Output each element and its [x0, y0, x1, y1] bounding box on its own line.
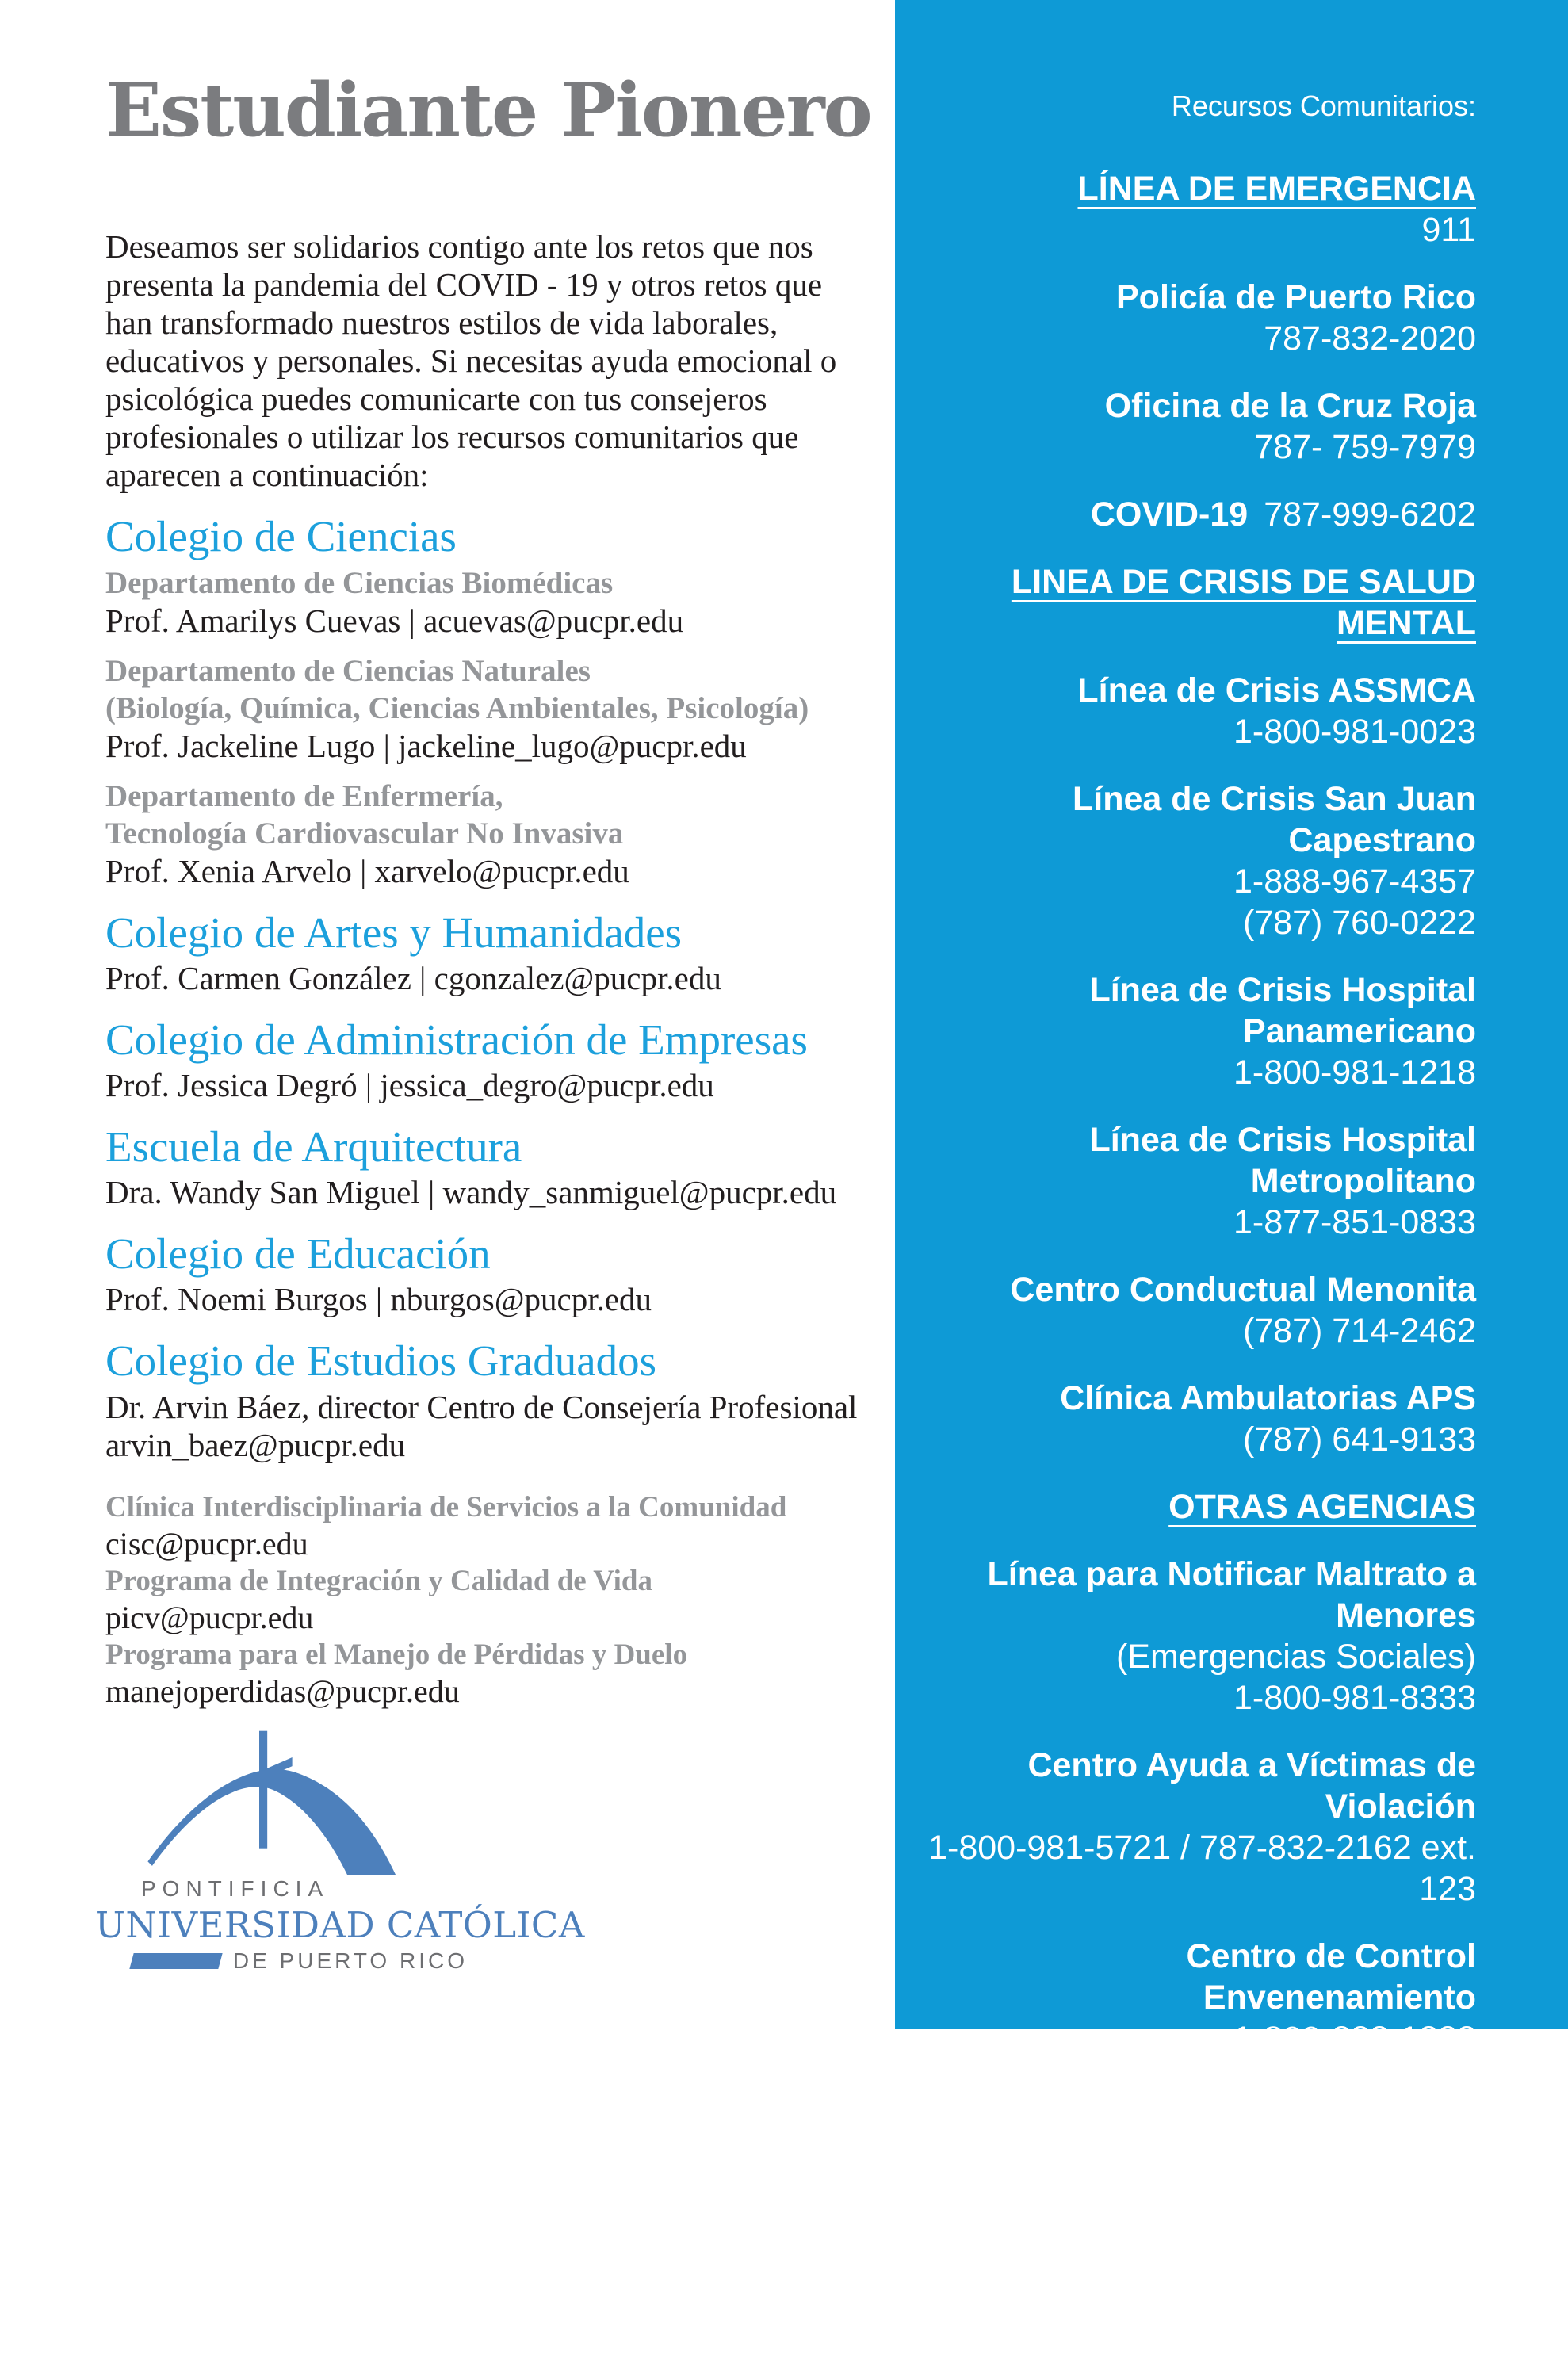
resource-number: 787-842-0045 / 0047/ 0049 — [1065, 2319, 1476, 2357]
logo-pontificia-label: PONTIFICIA — [141, 1875, 330, 1901]
resource-subtitle: (Emergencias Sociales) — [1115, 1638, 1476, 1676]
program-email: cisc@pucpr.edu — [105, 1525, 308, 1562]
contact-line: Prof. Amarilys Cuevas | acuevas@pucpr.edu — [105, 602, 684, 640]
logo-arch — [147, 1769, 396, 1875]
intro-paragraph — [105, 227, 855, 494]
resource-entry-centro-menonita — [927, 1269, 1476, 1352]
intro-line: presenta la pandemia del COVID - 19 y otros retos que — [105, 266, 823, 303]
resource-number: 1-800-981-1218 — [1233, 1053, 1476, 1092]
resource-title: Línea de Crisis Hospital Panamericano — [1089, 971, 1476, 1050]
section-heading: Colegio de Educación — [105, 1229, 491, 1279]
department-group — [105, 652, 895, 765]
resource-title: Panamericano Ponce Hospital de Damas — [938, 2196, 1476, 2275]
section-heading: Colegio de Ciencias — [105, 512, 457, 560]
resource-entry-clinica-aps — [927, 1378, 1476, 1460]
intro-line: educativos y personales. Si necesitas ayuda emocional o — [105, 342, 837, 379]
resource-title: Centro Conductual Menonita — [1010, 1271, 1476, 1309]
resource-entry-policia — [927, 277, 1476, 359]
resource-entry-linea-emergencia — [927, 168, 1476, 250]
resource-entry-procuradora-mujer — [927, 2086, 1476, 2168]
resource-subtitle: (adultos), Ponce — [1227, 2278, 1476, 2316]
university-logo — [95, 1728, 585, 1975]
resource-number: (787) 714-2462 — [1242, 1312, 1476, 1350]
program-name: Programa de Integración y Calidad de Vida — [105, 1564, 652, 1597]
section-heading: Colegio de Estudios Graduados — [105, 1336, 657, 1386]
section-colegio-ciencias — [105, 510, 895, 890]
resources-header: Recursos Comunitarios: — [1171, 90, 1476, 122]
intro-line: Deseamos ser solidarios contigo ante los retos que nos — [105, 228, 813, 265]
department-group — [105, 564, 895, 640]
resource-entry-san-juan-capestrano — [927, 778, 1476, 943]
resource-entry-hospital-damas — [927, 2194, 1476, 2359]
department-line: Departamento de Ciencias Naturales — [105, 654, 591, 689]
resource-number: 787- 759-7979 — [1254, 428, 1476, 466]
resource-group-heading-otras-agencias — [927, 1486, 1476, 1527]
resource-number: 1-800-981-0023 — [1233, 713, 1476, 751]
resource-number: 787-999-6202 — [1264, 495, 1476, 533]
program-email: picv@pucpr.edu — [105, 1599, 314, 1635]
logo-cross-stem — [259, 1730, 267, 1848]
resource-title: Centro de Control Envenenamiento — [1186, 1937, 1476, 2017]
resource-number: 1-800-722-2977 (24 horas) — [1069, 2128, 1476, 2166]
resource-entry-control-envenenamiento — [927, 1936, 1476, 2059]
contact-line: Dr. Arvin Báez, director Centro de Consejería Profesional — [105, 1388, 858, 1425]
resource-title: LINEA DE CRISIS DE SALUD MENTAL — [1011, 563, 1476, 642]
resource-entry-covid19 — [927, 494, 1476, 535]
department-line: Departamento de Enfermería, — [105, 779, 503, 814]
contact-line: Prof. Xenia Arvelo | xarvelo@pucpr.edu — [105, 853, 629, 890]
intro-line: profesionales o utilizar los recursos comunitarios que — [105, 419, 799, 455]
resource-entry-maltrato-menores — [927, 1554, 1476, 1719]
contact-line: Prof. Jessica Degró | jessica_degro@pucpr.edu — [105, 1067, 714, 1104]
contact-line: Prof. Jackeline Lugo | jackeline_lugo@pucpr.edu — [105, 728, 747, 765]
resource-entry-victimas-violacion — [927, 1745, 1476, 1910]
resource-entry-assmca — [927, 670, 1476, 752]
department-group — [105, 778, 895, 890]
section-estudios-graduados — [105, 1334, 895, 1463]
logo-de-puerto-rico-row — [95, 1948, 468, 1974]
resource-number: 1-877-851-0833 — [1233, 1203, 1476, 1241]
program-name: Clínica Interdisciplinaria de Servicios a la Comunidad — [105, 1490, 787, 1524]
department-line: (Biología, Química, Ciencias Ambientales, Psicología) — [105, 691, 809, 726]
resource-title: Línea de Crisis Hospital Metropolitano — [1089, 1121, 1476, 1200]
intro-line: psicológica puedes comunicarte con tus consejeros — [105, 380, 767, 417]
resource-title: LÍNEA DE EMERGENCIA — [1077, 170, 1476, 208]
section-administracion-empresas — [105, 1013, 895, 1104]
resource-number: 1-888-967-4357 — [1233, 862, 1476, 900]
contact-line: Dra. Wandy San Miguel | wandy_sanmiguel@pucpr.edu — [105, 1174, 837, 1211]
section-heading: Colegio de Artes y Humanidades — [105, 908, 683, 958]
resource-title: COVID-19 — [1090, 495, 1249, 533]
contact-line: Prof. Carmen González | cgonzalez@pucpr.edu — [105, 960, 721, 997]
college-sections — [105, 510, 895, 1464]
resource-number: (787) 641-9133 — [1242, 1420, 1476, 1459]
resource-title: Clínica Ambulatorias APS — [1060, 1379, 1476, 1417]
resource-entry-hospital-panamericano — [927, 969, 1476, 1093]
resource-number: 1-800-981-5721 / 787-832-2162 ext. 123 — [928, 1829, 1476, 1908]
resource-title: Oficina de la Cruz Roja — [1104, 387, 1476, 425]
resource-title: OTRAS AGENCIAS — [1168, 1488, 1476, 1526]
resource-title: Línea para Notificar Maltrato a Menores — [987, 1555, 1476, 1634]
resource-title: Centro Ayuda a Víctimas de Violación — [1027, 1746, 1476, 1826]
program-email: manejoperdidas@pucpr.edu — [105, 1673, 460, 1709]
intro-line: aparecen a continuación: — [105, 457, 429, 493]
logo-de-puerto-rico-label: DE PUERTO RICO — [232, 1948, 468, 1974]
contact-line: Prof. Noemi Burgos | nburgos@pucpr.edu — [105, 1281, 652, 1318]
program-name: Programa para el Manejo de Pérdidas y Duelo — [105, 1638, 688, 1671]
department-line: Tecnología Cardiovascular No Invasiva — [105, 816, 624, 851]
section-heading: Escuela de Arquitectura — [105, 1122, 522, 1172]
contact-line: arvin_baez@pucpr.edu — [105, 1426, 406, 1463]
section-artes-humanidades — [105, 906, 895, 997]
resource-title: Línea de Crisis San Juan Capestrano — [1072, 780, 1476, 859]
section-arquitectura — [105, 1120, 895, 1211]
resource-title: Línea de Crisis ASSMCA — [1077, 671, 1476, 709]
logo-blue-bar — [129, 1953, 222, 1969]
programs-list — [105, 1489, 895, 1711]
logo-universidad-catolica-label: UNIVERSIDAD CATÓLICA — [95, 1903, 585, 1946]
resource-number: 1-800-981-8333 — [1233, 1679, 1476, 1717]
resource-group-heading-crisis-salud-mental — [927, 561, 1476, 644]
department-line: Departamento de Ciencias Biomédicas — [105, 566, 614, 601]
resource-entry-cruz-roja — [927, 385, 1476, 468]
resource-number: (787) 760-0222 — [1242, 904, 1476, 942]
resource-number: 1-800-222-1222 — [1233, 2020, 1476, 2058]
resource-entry-hospital-metropolitano — [927, 1119, 1476, 1243]
resource-title: Procuradora de la Mujer — [1085, 2087, 1476, 2125]
resource-title: Policía de Puerto Rico — [1116, 278, 1476, 316]
page-title: Estudiante Pionero — [105, 67, 871, 153]
intro-line: han transformado nuestros estilos de vida laborales, — [105, 304, 778, 341]
resource-number: 911 — [1421, 211, 1476, 249]
university-logo-mark-icon — [98, 1728, 479, 1875]
section-heading: Colegio de Administración de Empresas — [105, 1015, 808, 1065]
resource-number: 787-832-2020 — [1264, 319, 1476, 357]
section-educacion — [105, 1227, 895, 1318]
community-resources-panel — [895, 0, 1568, 2357]
flyer-left-column — [0, 0, 895, 2029]
